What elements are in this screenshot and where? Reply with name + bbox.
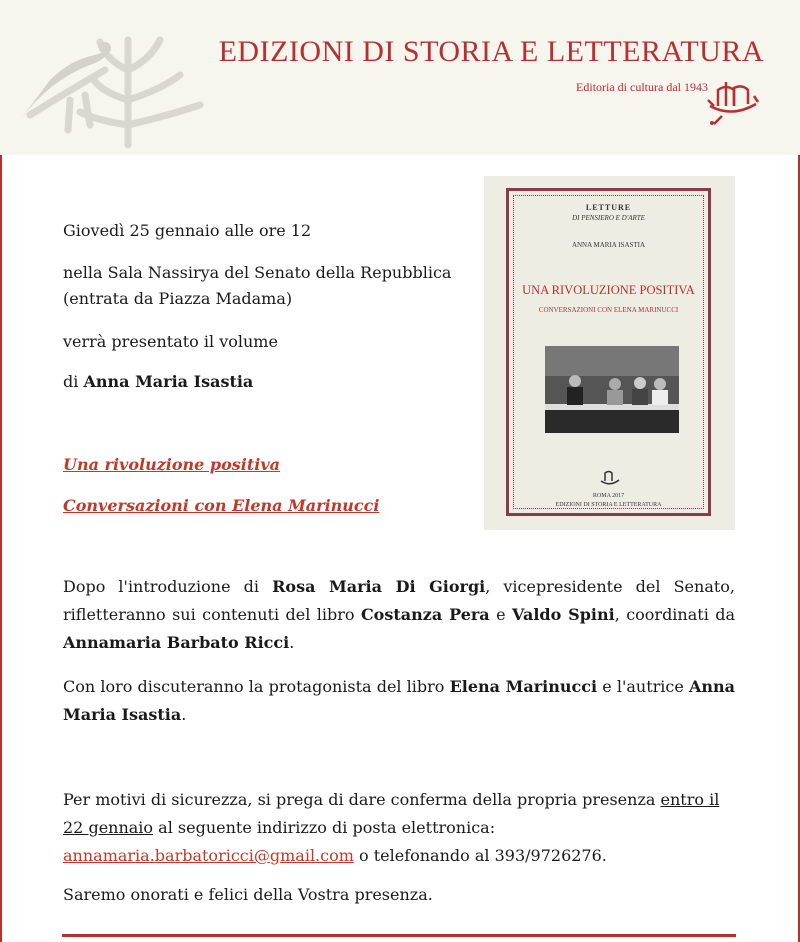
- book-title-link[interactable]: Una rivoluzione positiva: [63, 455, 281, 474]
- closing-line: Saremo onorati e felici della Vostra presenza.: [63, 885, 433, 904]
- author-prefix: di: [63, 372, 84, 391]
- author-line: [63, 369, 253, 395]
- cover-photo-graphic: [545, 346, 679, 433]
- cover-city-year: ROMA 2017: [592, 493, 625, 499]
- cover-title: UNA RIVOLUZIONE POSITIVA: [522, 283, 695, 297]
- ship-logo-icon: [704, 76, 762, 126]
- cover-series-sub: DI PENSIERO E D'ARTE: [572, 214, 645, 222]
- book-cover-image: [484, 176, 735, 530]
- bottom-divider: [62, 934, 736, 937]
- cover-frame: [506, 188, 711, 516]
- cover-publisher: EDIZIONI DI STORIA E LETTERATURA: [555, 502, 662, 508]
- venue-entrance: (entrata da Piazza Madama): [63, 289, 293, 308]
- presentation-line: verrà presentato il volume: [63, 332, 278, 351]
- frame-left-border: [0, 155, 2, 942]
- rsvp-paragraph: Per motivi di sicurezza, si prega di dare conferma della propria presenza entro il 22 gennaio al seguente indirizzo di posta elettronica: annamaria.barbatoricci@gmail.com o telefonando al 393/9726276.: [63, 790, 720, 865]
- venue-line: nella Sala Nassirya del Senato della Repubblica: [63, 263, 452, 282]
- moderator-name: Annamaria Barbato Ricci: [63, 633, 290, 652]
- antler-bird-logo-icon: [10, 20, 240, 150]
- speakers-paragraph: Dopo l'introduzione di Rosa Maria Di Giorgi, vicepresidente del Senato, rifletteranno sui contenuti del libro Costanza Pera e Valdo Spini, coordinati da Annamaria Barbato Ricci.: [63, 577, 736, 652]
- event-date: Giovedì 25 gennaio alle ore 12: [63, 221, 312, 240]
- cover-emblem-icon: [599, 469, 621, 487]
- speaker-name: Valdo Spini: [512, 605, 615, 624]
- discussants-paragraph: Con loro discuteranno la protagonista del libro Elena Marinucci e l'autrice Anna Maria Isastia.: [63, 677, 736, 724]
- book-subtitle-link[interactable]: Conversazioni con Elena Marinucci: [63, 496, 380, 515]
- publisher-tagline: Editoria di cultura dal 1943: [576, 80, 708, 94]
- cover-series: LETTURE: [585, 203, 632, 212]
- rsvp-email-link[interactable]: annamaria.barbatoricci@gmail.com: [63, 846, 354, 865]
- cover-subtitle: CONVERSAZIONI CON ELENA MARINUCCI: [538, 306, 679, 314]
- letterhead: [0, 0, 800, 155]
- speaker-name: Costanza Pera: [360, 605, 490, 624]
- cover-author: ANNA MARIA ISASTIA: [571, 241, 646, 249]
- author-name: Anna Maria Isastia: [83, 372, 254, 391]
- publisher-name: EDIZIONI DI STORIA E LETTERATURA: [218, 35, 764, 68]
- author-name: Anna Maria Isastia: [63, 677, 736, 724]
- speaker-name: Rosa Maria Di Giorgi: [272, 577, 486, 596]
- event-venue: [63, 260, 451, 312]
- protagonist-name: Elena Marinucci: [449, 677, 598, 696]
- rsvp-deadline: entro il 22 gennaio: [63, 790, 720, 837]
- cover-photo: [545, 346, 679, 433]
